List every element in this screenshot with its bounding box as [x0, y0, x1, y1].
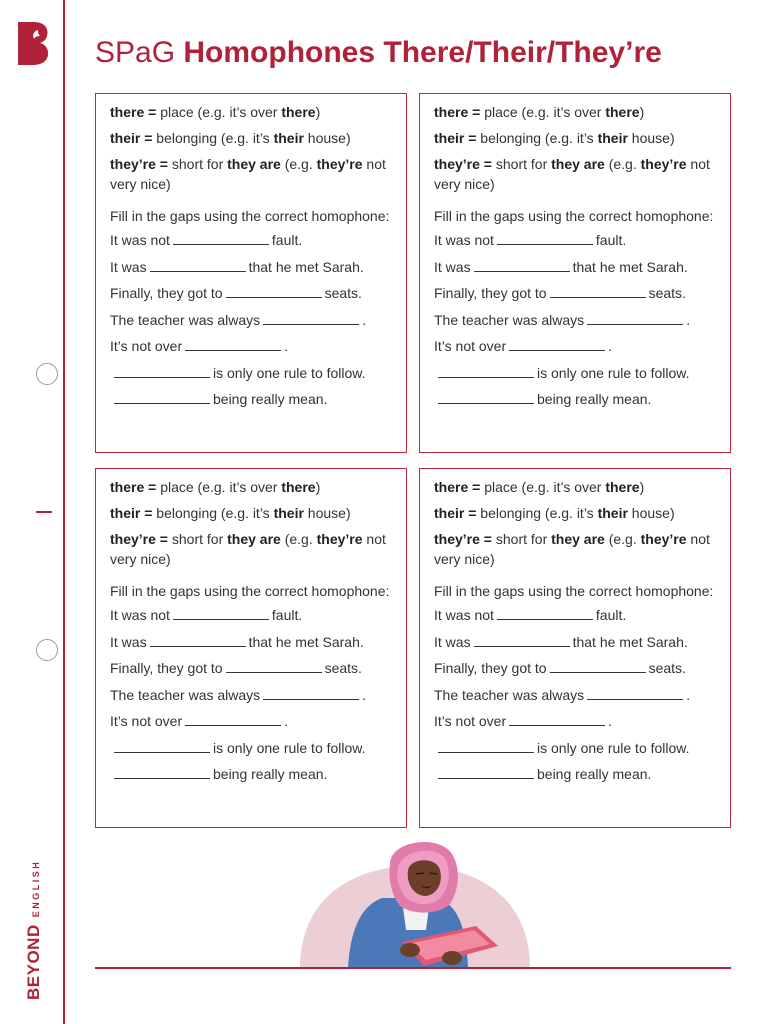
answer-blank[interactable]: [474, 258, 570, 272]
margin-rule: [63, 0, 65, 1024]
definition-text: belonging (e.g. it’s: [152, 505, 274, 521]
answer-blank[interactable]: [438, 765, 534, 779]
definition-term: there =: [434, 479, 481, 495]
fold-mark: [36, 511, 52, 513]
definition-text: house): [303, 505, 351, 521]
definition-text: place (e.g. it’s over: [156, 104, 282, 120]
answer-blank[interactable]: [263, 686, 359, 700]
question-text: .: [284, 713, 289, 729]
definition-1: [110, 503, 392, 523]
answer-blank[interactable]: [114, 390, 210, 404]
question-row: [434, 230, 716, 257]
answer-blank[interactable]: [497, 606, 593, 620]
definition-2: [110, 154, 392, 194]
answer-blank[interactable]: [226, 659, 322, 673]
definition-text: short for: [167, 156, 228, 172]
definition-text: ): [315, 104, 321, 120]
definition-term: there =: [110, 479, 157, 495]
question-text: .: [608, 713, 613, 729]
definition-term: they’re =: [110, 156, 168, 172]
question-text: Finally, they got to: [110, 660, 223, 676]
question-text: The teacher was always: [434, 686, 585, 703]
question-row: [434, 336, 716, 363]
question-text: .: [362, 311, 367, 328]
question-row: [434, 257, 716, 284]
question-row: [110, 711, 392, 738]
definition-2: [434, 154, 716, 194]
question-text: that he met Sarah.: [572, 258, 688, 275]
definition-text: house): [627, 505, 675, 521]
question-row: [434, 283, 716, 310]
definition-example: there: [281, 104, 316, 120]
question-text: Finally, they got to: [110, 285, 223, 301]
worksheet-card: [95, 93, 407, 453]
answer-blank[interactable]: [497, 231, 593, 245]
question-row: [110, 363, 392, 390]
question-text: It was not: [434, 607, 494, 623]
definition-text: place (e.g. it’s over: [156, 479, 282, 495]
page-title: [95, 36, 662, 69]
answer-blank[interactable]: [509, 712, 605, 726]
definition-example: there: [605, 104, 640, 120]
question-text: Finally, they got to: [434, 285, 547, 301]
question-text: that he met Sarah.: [248, 633, 364, 650]
question-row: [110, 658, 392, 685]
question-text: seats.: [648, 285, 686, 301]
definition-text: not very nice): [434, 531, 710, 567]
question-row: [110, 605, 392, 632]
definition-term: their =: [434, 505, 477, 521]
question-text: It was not: [110, 232, 170, 248]
question-row: [434, 711, 716, 738]
definition-text: ): [639, 479, 645, 495]
question-text: It was: [110, 258, 147, 275]
definition-2: [434, 529, 716, 569]
question-text: It was not: [434, 232, 494, 248]
answer-blank[interactable]: [185, 337, 281, 351]
question-row: [110, 336, 392, 363]
question-text: is only one rule to follow.: [537, 739, 690, 756]
beyond-english-wordmark: [24, 860, 44, 1000]
definition-1: [434, 503, 716, 523]
answer-blank[interactable]: [550, 659, 646, 673]
answer-blank[interactable]: [550, 284, 646, 298]
definition-0: [110, 477, 392, 497]
question-text: is only one rule to follow.: [213, 739, 366, 756]
definition-text: house): [627, 130, 675, 146]
answer-blank[interactable]: [438, 364, 534, 378]
worksheet-card: [419, 468, 731, 828]
worksheet-card: [95, 468, 407, 828]
question-text: It was: [434, 633, 471, 650]
question-text: .: [284, 338, 289, 354]
brand-name-small: ENGLISH: [31, 859, 41, 918]
question-text: is only one rule to follow.: [213, 364, 366, 381]
question-text: It’s not over: [434, 713, 507, 729]
answer-blank[interactable]: [474, 633, 570, 647]
answer-blank[interactable]: [226, 284, 322, 298]
question-row: [110, 230, 392, 257]
definition-example: their: [273, 130, 304, 146]
definition-term: their =: [110, 505, 153, 521]
question-text: fault.: [595, 232, 627, 248]
question-row: [110, 685, 392, 712]
question-row: [434, 658, 716, 685]
beyond-logo-icon: [14, 20, 52, 66]
definition-example: they are: [551, 531, 605, 547]
definition-text: house): [303, 130, 351, 146]
question-row: [434, 738, 716, 765]
question-text: It’s not over: [110, 338, 183, 354]
question-text: The teacher was always: [110, 311, 261, 328]
definition-term: there =: [110, 104, 157, 120]
definition-text: short for: [491, 156, 552, 172]
answer-blank[interactable]: [185, 712, 281, 726]
title-prefix: SPaG: [95, 36, 176, 69]
question-text: seats.: [324, 660, 362, 676]
definition-example: they are: [227, 156, 281, 172]
definition-1: [434, 128, 716, 148]
worksheet-card: [419, 93, 731, 453]
definition-text: not very nice): [434, 156, 710, 192]
definition-term: there =: [434, 104, 481, 120]
definition-0: [110, 102, 392, 122]
definition-text: short for: [491, 531, 552, 547]
answer-blank[interactable]: [438, 739, 534, 753]
definition-example: there: [281, 479, 316, 495]
question-row: [110, 738, 392, 765]
footer-rule: [95, 967, 731, 969]
answer-blank[interactable]: [587, 311, 683, 325]
instructions: Fill in the gaps using the correct homophone:: [110, 583, 390, 599]
answer-blank[interactable]: [438, 390, 534, 404]
definition-0: [434, 477, 716, 497]
question-row: [434, 632, 716, 659]
definition-text: short for: [167, 531, 228, 547]
question-text: It was not: [110, 607, 170, 623]
definition-text: ): [639, 104, 645, 120]
instructions: Fill in the gaps using the correct homophone:: [434, 583, 714, 599]
definition-text: ): [315, 479, 321, 495]
question-row: [434, 605, 716, 632]
definition-1: [110, 128, 392, 148]
definition-text: belonging (e.g. it’s: [152, 130, 274, 146]
definition-0: [434, 102, 716, 122]
girl-reading-illustration: [290, 830, 540, 972]
answer-blank[interactable]: [587, 686, 683, 700]
question-text: seats.: [324, 285, 362, 301]
question-text: fault.: [271, 607, 303, 623]
definition-text: place (e.g. it’s over: [480, 104, 606, 120]
question-row: [110, 283, 392, 310]
definition-term: they’re =: [434, 531, 492, 547]
definition-2: [110, 529, 392, 569]
question-row: [110, 764, 392, 791]
question-row: [434, 389, 716, 416]
definition-example: they’re: [640, 531, 687, 547]
question-text: that he met Sarah.: [572, 633, 688, 650]
question-row: [434, 764, 716, 791]
question-row: [434, 363, 716, 390]
answer-blank[interactable]: [114, 739, 210, 753]
question-text: .: [686, 311, 691, 328]
definition-example: their: [597, 130, 628, 146]
punch-hole-top: [36, 363, 58, 385]
question-row: [110, 632, 392, 659]
definition-example: they’re: [316, 156, 363, 172]
definition-text: (e.g.: [280, 156, 317, 172]
answer-blank[interactable]: [150, 258, 246, 272]
definition-example: they’re: [316, 531, 363, 547]
punch-hole-bottom: [36, 639, 58, 661]
definition-term: their =: [110, 130, 153, 146]
definition-text: not very nice): [110, 156, 386, 192]
answer-blank[interactable]: [173, 231, 269, 245]
question-text: seats.: [648, 660, 686, 676]
definition-text: belonging (e.g. it’s: [476, 130, 598, 146]
question-text: .: [362, 686, 367, 703]
title-main: Homophones There/Their/They’re: [183, 36, 662, 69]
answer-blank[interactable]: [150, 633, 246, 647]
question-text: being really mean.: [213, 391, 328, 407]
question-row: [110, 389, 392, 416]
definition-term: their =: [434, 130, 477, 146]
definition-example: they’re: [640, 156, 687, 172]
answer-blank[interactable]: [263, 311, 359, 325]
definition-text: (e.g.: [604, 531, 641, 547]
answer-blank[interactable]: [509, 337, 605, 351]
question-text: It’s not over: [434, 338, 507, 354]
question-text: The teacher was always: [110, 686, 261, 703]
question-text: that he met Sarah.: [248, 258, 364, 275]
question-row: [110, 310, 392, 337]
answer-blank[interactable]: [114, 765, 210, 779]
definition-text: place (e.g. it’s over: [480, 479, 606, 495]
instructions: Fill in the gaps using the correct homophone:: [110, 208, 390, 224]
instructions: Fill in the gaps using the correct homophone:: [434, 208, 714, 224]
definition-term: they’re =: [434, 156, 492, 172]
question-text: being really mean.: [537, 391, 652, 407]
question-text: is only one rule to follow.: [537, 364, 690, 381]
question-text: being really mean.: [537, 766, 652, 782]
question-text: It’s not over: [110, 713, 183, 729]
question-text: fault.: [271, 232, 303, 248]
question-row: [434, 685, 716, 712]
question-text: .: [608, 338, 613, 354]
question-row: [434, 310, 716, 337]
definition-term: they’re =: [110, 531, 168, 547]
question-text: The teacher was always: [434, 311, 585, 328]
definition-example: there: [605, 479, 640, 495]
question-row: [110, 257, 392, 284]
definition-example: they are: [227, 531, 281, 547]
definition-example: their: [597, 505, 628, 521]
definition-example: their: [273, 505, 304, 521]
definition-text: (e.g.: [604, 156, 641, 172]
answer-blank[interactable]: [114, 364, 210, 378]
definition-text: belonging (e.g. it’s: [476, 505, 598, 521]
question-text: .: [686, 686, 691, 703]
definition-text: (e.g.: [280, 531, 317, 547]
definition-text: not very nice): [110, 531, 386, 567]
question-text: It was: [110, 633, 147, 650]
question-text: It was: [434, 258, 471, 275]
question-text: fault.: [595, 607, 627, 623]
question-text: being really mean.: [213, 766, 328, 782]
definition-example: they are: [551, 156, 605, 172]
answer-blank[interactable]: [173, 606, 269, 620]
brand-name-big: BEYOND: [24, 924, 43, 1000]
question-text: Finally, they got to: [434, 660, 547, 676]
